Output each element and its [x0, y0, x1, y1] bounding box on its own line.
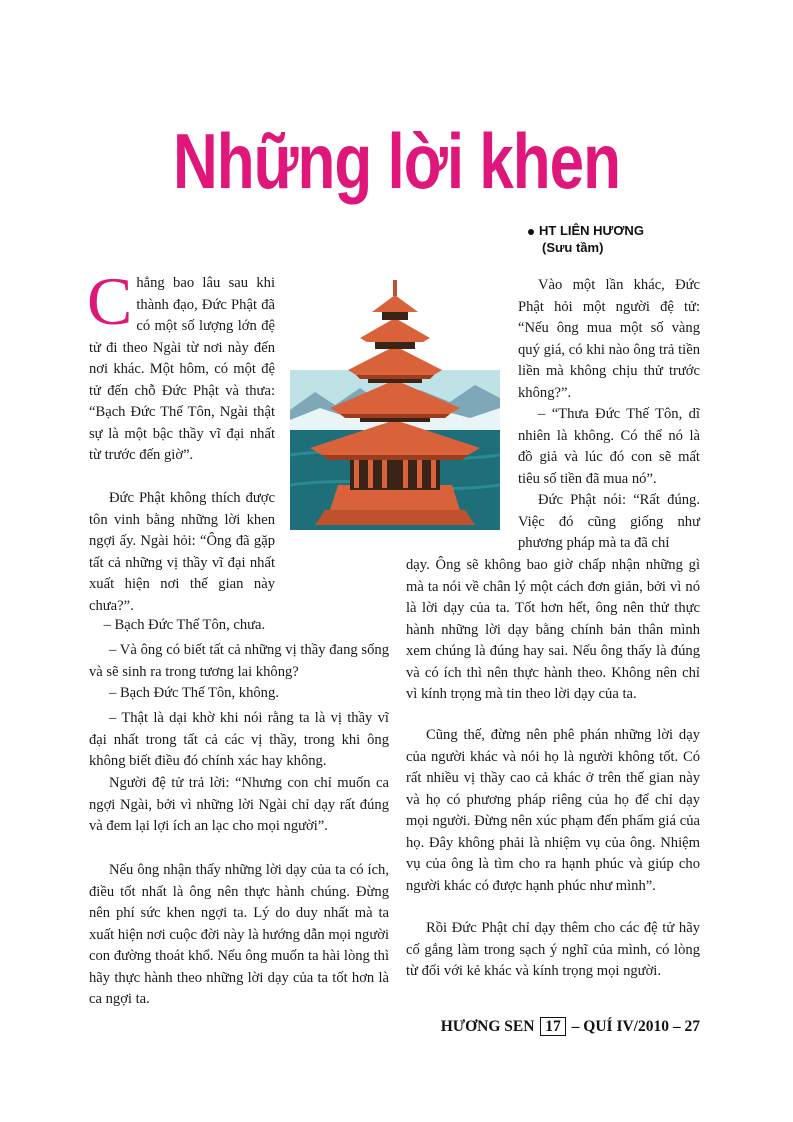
left-paragraph-3	[89, 615, 389, 637]
left-paragraph-1	[87, 263, 275, 467]
left-paragraph-5	[89, 683, 389, 705]
page-footer	[0, 1017, 700, 1036]
pagoda-illustration	[290, 280, 500, 530]
dialogue-text: – Và ông có biết tất cả những vị thầy đang sống và sẽ sinh ra trong tương lai không?	[89, 642, 389, 680]
issue-info: – QUÍ IV/2010 – 27	[571, 1018, 700, 1035]
paragraph-text: Đức Phật không thích được tôn vinh bằng những lời khen ngợi ấy. Ngài hỏi: “Ông đã gặp tất cả những vị thầy vĩ đại nhất xuất hiện nơi thế gian này chưa?”.	[89, 490, 275, 614]
left-paragraph-4	[89, 640, 389, 683]
paragraph-text: Nếu ông nhận thấy những lời dạy của ta có ích, điều tốt nhất là ông nên thực hành chúng. Đừng nên phí sức khen ngợi ta. Lý do duy nhất mà ta xuất hiện nơi cuộc đời này là hướng dẫn mọi người con đường thoát khổ. Nếu ông muốn ta hài lòng thì hãy thực hành theo những lời dạy của ta tốt hơn là ca ngợi ta.	[89, 862, 389, 1007]
bullet-icon	[528, 229, 534, 235]
left-paragraph-6	[89, 708, 389, 773]
dialogue-text: – “Thưa Đức Thế Tôn, dĩ nhiên là không. Có thể nó là đồ giả và lúc đó con sẽ mất tiêu số tiền đã mua nó”.	[518, 406, 700, 487]
dialogue-text: – Bạch Đức Thế Tôn, chưa.	[103, 617, 266, 633]
right-paragraph-4	[406, 725, 700, 897]
paragraph-text: Vào một lần khác, Đức Phật hỏi một người đệ tử: “Nếu ông mua một số vàng quý giá, có khi nào ông trả tiền liền mà không chịu thử trước không?”.	[518, 277, 700, 401]
dialogue-text: – Thật là dại khờ khi nói rằng ta là vị thầy vĩ đại nhất trong tất cả các vị thầy, trong khi ông không biết điều đó chính xác hay không.	[89, 710, 389, 769]
paragraph-text: hẳng bao lâu sau khi thành đạo, Đức Phật đã có một số lượng lớn đệ tử đi theo Ngài từ nơi này đến nơi khác. Một hôm, có một đệ tử đến chỗ Đức Phật và thưa: “Bạch Đức Thế Tôn, Ngài thật sự là một bậc thầy vĩ đại nhất từ trước đến giờ”.	[89, 275, 275, 463]
dialogue-text: – Bạch Đức Thế Tôn, không.	[109, 685, 279, 701]
paragraph-text: Rồi Đức Phật chỉ dạy thêm cho các đệ tử hãy cố gắng làm trong sạch ý nghĩ của mình, có lòng từ đối với kẻ khác và kính trọng mọi người.	[406, 920, 700, 979]
left-paragraph-8	[89, 860, 389, 1011]
author-name: HT LIÊN HƯƠNG	[539, 223, 644, 238]
drop-cap: C	[87, 263, 133, 339]
right-paragraph-2	[518, 404, 700, 490]
right-paragraph-3-start	[518, 490, 700, 555]
page-number: 17	[540, 1017, 566, 1036]
paragraph-text: Người đệ tử trả lời: “Nhưng con chỉ muốn ca ngợi Ngài, bởi vì những lời Ngài chỉ dạy rất đúng và đem lại lợi ích an lạc cho mọi người”.	[89, 775, 389, 834]
right-paragraph-1	[518, 275, 700, 404]
author-source: (Sưu tầm)	[542, 240, 604, 255]
right-paragraph-5	[406, 918, 700, 983]
paragraph-text: Cũng thế, đừng nên phê phán những lời dạy của người khác và nói họ là người không tốt. Có rất nhiều vị thầy cao cả khác ở trên thế gian này và họ có phương pháp riêng của họ để chỉ dạy mọi người. Đừng nên xúc phạm đến phẩm giá của họ. Đây không phải là nhiệm vụ của ông. Nhiệm vụ của ông là tìm cho ra hạnh phúc và giúp cho người khác có được hạnh phúc như mình”.	[406, 727, 700, 894]
left-paragraph-7	[89, 773, 389, 838]
paragraph-text: dạy. Ông sẽ không bao giờ chấp nhận những gì mà ta nói về chân lý một cách đơn giản, bởi vì nó là lời dạy của ta. Tốt hơn hết, ông nên thử thực hành những lời dạy bằng chính bản thân mình xem chúng là đúng hay sai. Nếu ông thấy là đúng và có ích thì nên thực hành theo. Không nên chỉ vì kính trọng mà tin theo lời dạy của ta.	[406, 557, 700, 702]
right-paragraph-3-cont	[406, 555, 700, 706]
magazine-name: HƯƠNG SEN	[440, 1018, 535, 1035]
author-byline	[528, 222, 728, 256]
paragraph-text: Đức Phật nói: “Rất đúng. Việc đó cũng giống như phương pháp mà ta đã chỉ	[518, 492, 700, 551]
article-title: Những lời khen	[173, 119, 620, 206]
left-paragraph-2-start	[89, 488, 275, 617]
